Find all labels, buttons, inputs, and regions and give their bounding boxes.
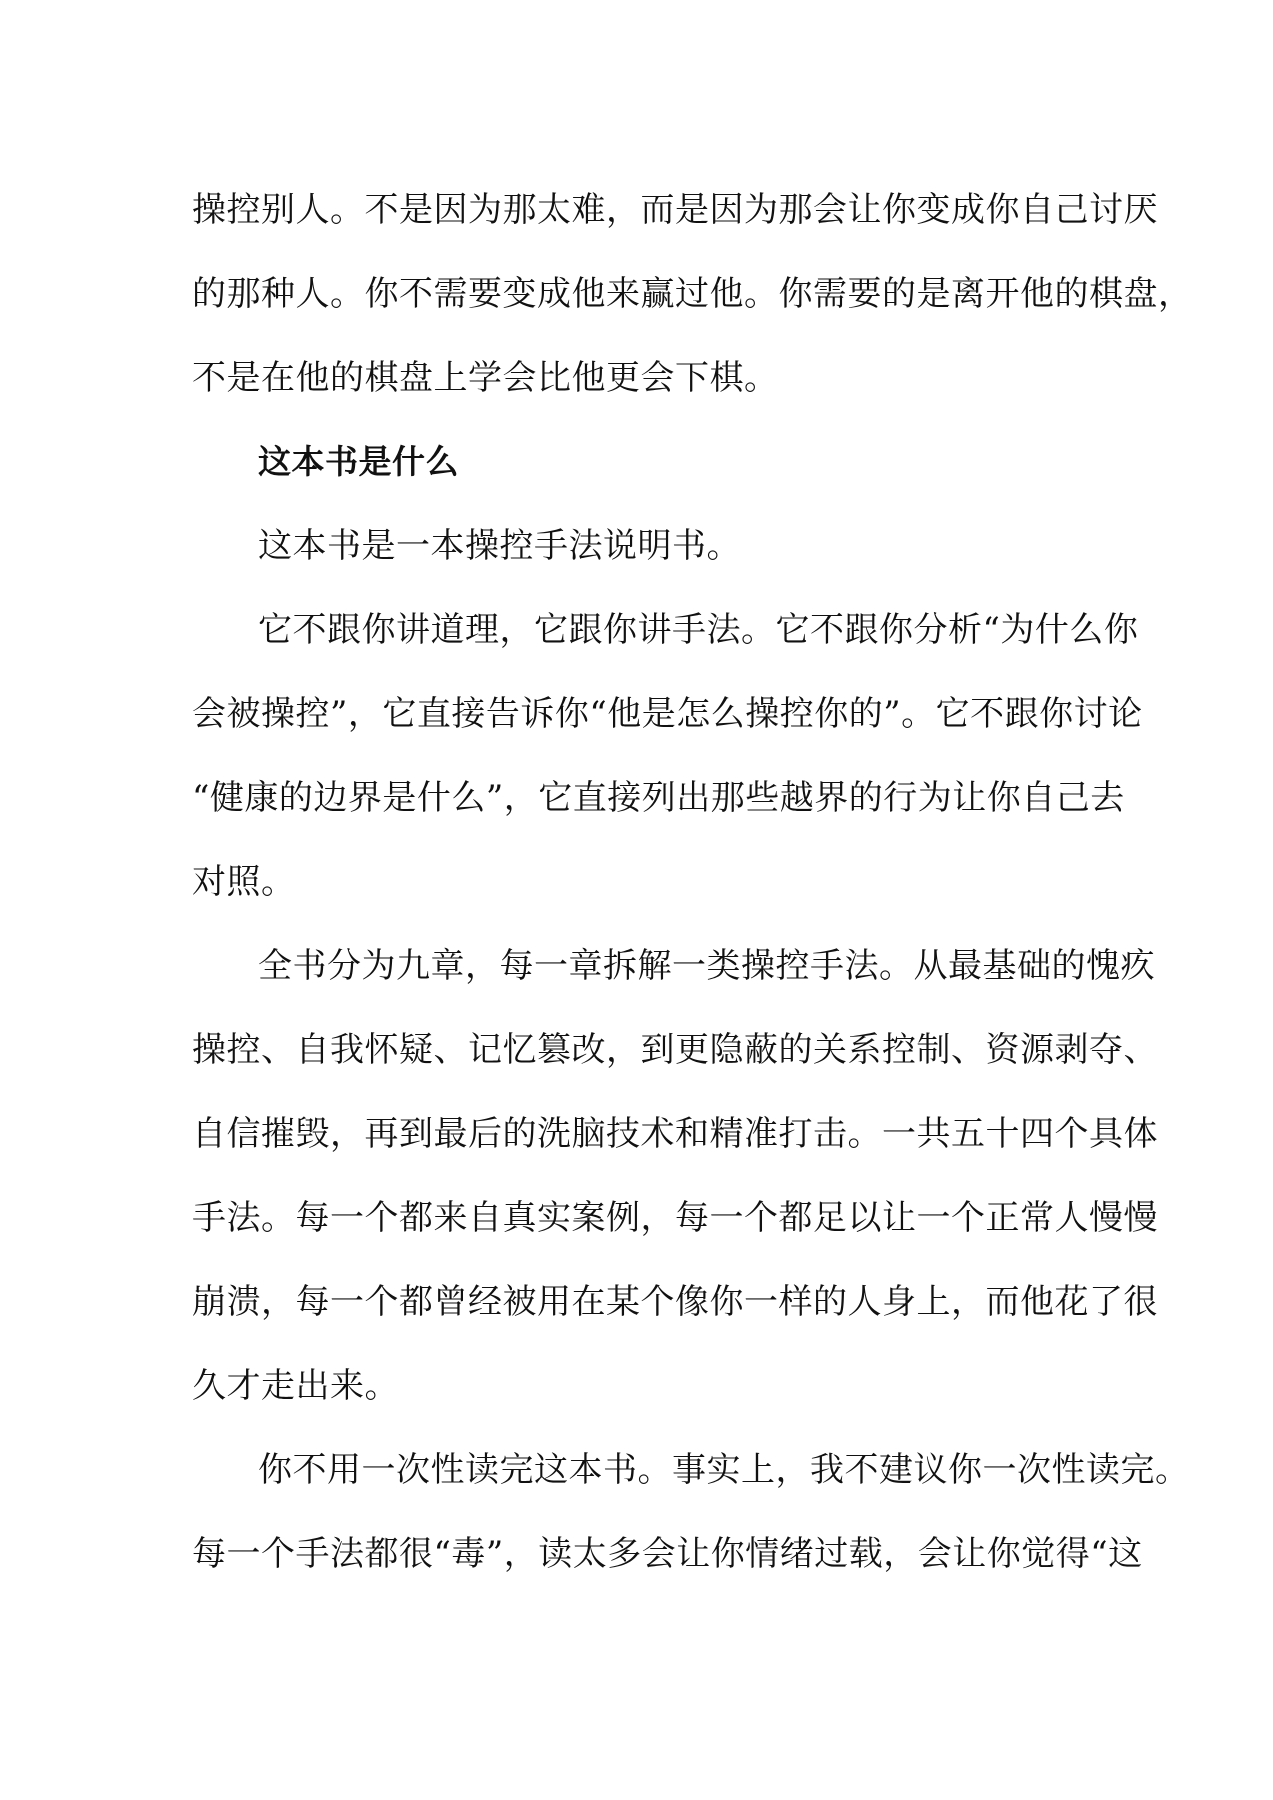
paragraph <box>192 504 1082 588</box>
text-line: 的那种人。你不需要变成他来赢过他。你需要的是离开他的棋盘， <box>192 274 1193 314</box>
text-line: 崩溃，每一个都曾经被用在某个像你一样的人身上，而他花了很 <box>192 1282 1158 1322</box>
body-text <box>192 168 1193 1596</box>
paragraph <box>192 588 1143 924</box>
text-line: 操控、自我怀疑、记忆篡改，到更隐蔽的关系控制、资源剥夺、 <box>192 1030 1158 1070</box>
text-line: 操控别人。不是因为那太难，而是因为那会让你变成你自己讨厌 <box>192 190 1158 230</box>
text-line: 你不用一次性读完这本书。事实上，我不建议你一次性读完。 <box>258 1450 1190 1490</box>
text-line: 会被操控”，它直接告诉你“他是怎么操控你的”。它不跟你讨论 <box>192 694 1143 734</box>
text-line: 手法。每一个都来自真实案例，每一个都足以让一个正常人慢慢 <box>192 1198 1158 1238</box>
paragraph-continuation <box>192 168 1193 420</box>
paragraph <box>192 1428 1190 1596</box>
text-line: 对照。 <box>192 862 296 902</box>
text-line: 久才走出来。 <box>192 1366 399 1406</box>
text-line: 这本书是一本操控手法说明书。 <box>258 526 741 566</box>
paragraph <box>192 924 1158 1428</box>
text-line: 不是在他的棋盘上学会比他更会下棋。 <box>192 358 779 398</box>
section-heading: 这本书是什么 <box>258 442 459 481</box>
text-line: 全书分为九章，每一章拆解一类操控手法。从最基础的愧疚 <box>258 946 1155 986</box>
text-line: 自信摧毁，再到最后的洗脑技术和精准打击。一共五十四个具体 <box>192 1114 1158 1154</box>
text-line: 每一个手法都很“毒”，读太多会让你情绪过载，会让你觉得“这 <box>192 1534 1143 1574</box>
text-line: “健康的边界是什么”，它直接列出那些越界的行为让你自己去 <box>192 778 1125 818</box>
section-heading-block <box>192 420 1082 504</box>
text-line: 它不跟你讲道理，它跟你讲手法。它不跟你分析“为什么你 <box>258 610 1139 650</box>
